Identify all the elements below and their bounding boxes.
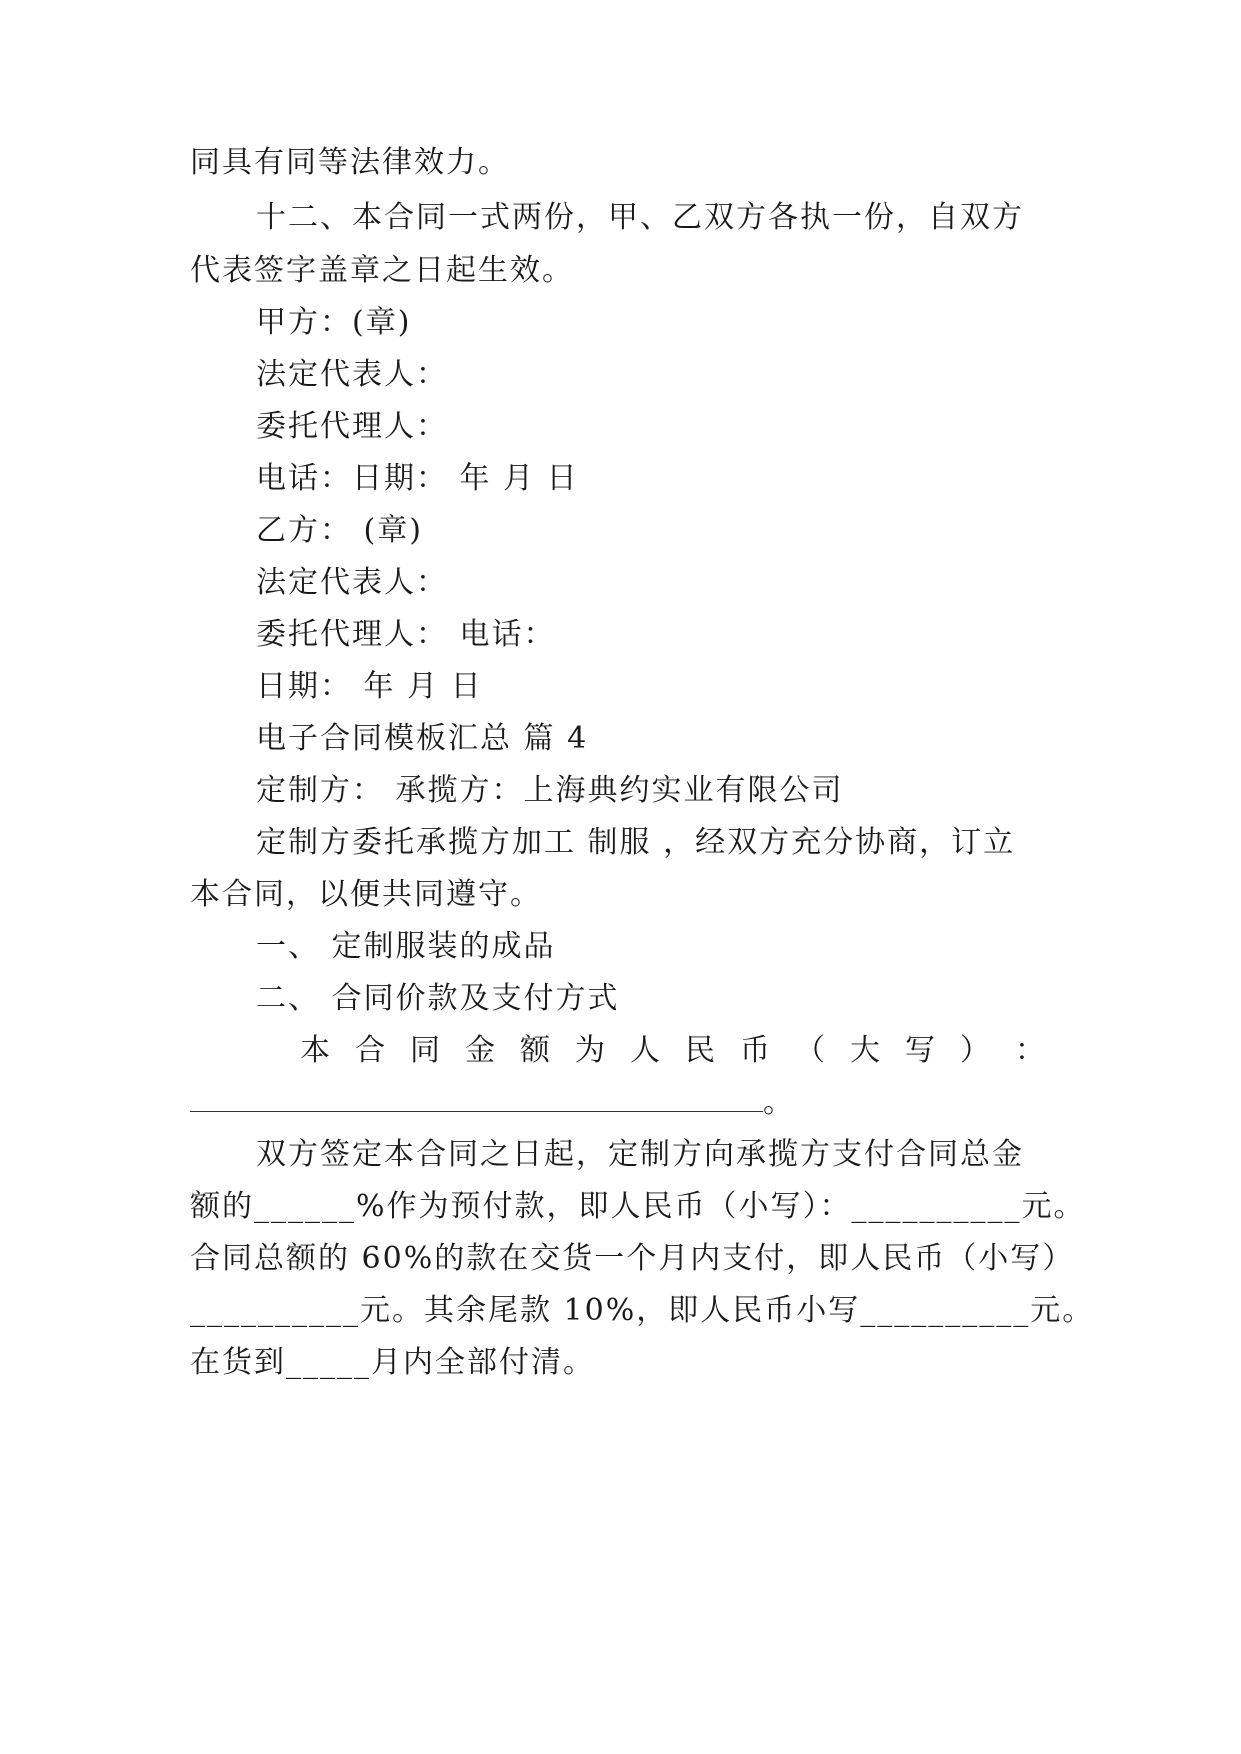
party-b-legal-rep: 法定代表人： (256, 565, 448, 600)
char: 合 (355, 1033, 385, 1068)
item-1: 一、 定制服装的成品 (256, 929, 556, 964)
char: 民 (685, 1033, 715, 1068)
party-a-label: 甲方：(章) (256, 305, 412, 340)
party-b-agent-phone: 委托代理人： 电话： (256, 617, 556, 652)
char: （ (795, 1033, 825, 1068)
payment-line: 合同总额的 60%的款在交货一个月内支付，即人民币（小写） (190, 1241, 1075, 1276)
text-line: 本合同，以便共同遵守。 (190, 877, 542, 912)
party-a-legal-rep: 法定代表人： (256, 357, 448, 392)
intro-line: 定制方委托承揽方加工 制服 ，经双方充分协商，订立 (256, 825, 1016, 860)
amount-blank-line (190, 1083, 1050, 1123)
text-line: 代表签字盖章之日起生效。 (190, 253, 574, 288)
text-line: 同具有同等法律效力。 (190, 145, 510, 180)
clause-12-line: 十二、本合同一式两份，甲、乙双方各执一份，自双方 (256, 200, 1024, 235)
party-a-agent: 委托代理人： (256, 409, 448, 444)
char: ） (960, 1033, 990, 1068)
char: 为 (575, 1033, 605, 1068)
char: ： (1015, 1033, 1045, 1068)
char: 本 (300, 1033, 330, 1068)
party-b-label: 乙方： (章) (256, 513, 423, 548)
payment-line: 在货到_____月内全部付清。 (190, 1345, 595, 1380)
payment-line: __________元。其余尾款 10%，即人民币小写__________元。 (190, 1293, 1095, 1328)
char: 币 (740, 1033, 770, 1068)
char: 额 (520, 1033, 550, 1068)
payment-line: 双方签定本合同之日起，定制方向承揽方支付合同总金 (256, 1137, 1024, 1172)
char: 人 (630, 1033, 660, 1068)
section-heading: 电子合同模板汇总 篇 4 (256, 721, 589, 756)
char: 写 (905, 1033, 935, 1068)
blank-underline (190, 1085, 763, 1112)
char: 金 (465, 1033, 495, 1068)
parties-line: 定制方： 承揽方：上海典约实业有限公司 (256, 773, 844, 808)
party-b-date: 日期： 年 月 日 (256, 669, 483, 704)
contract-amount-line (300, 1031, 1045, 1071)
payment-line: 额的______%作为预付款，即人民币（小写）：__________元。 (190, 1189, 1086, 1224)
char: 同 (410, 1033, 440, 1068)
char: 大 (850, 1033, 880, 1068)
item-2: 二、 合同价款及支付方式 (256, 981, 620, 1016)
party-a-phone-date: 电话：日期： 年 月 日 (256, 461, 579, 496)
period: 。 (763, 1085, 795, 1120)
